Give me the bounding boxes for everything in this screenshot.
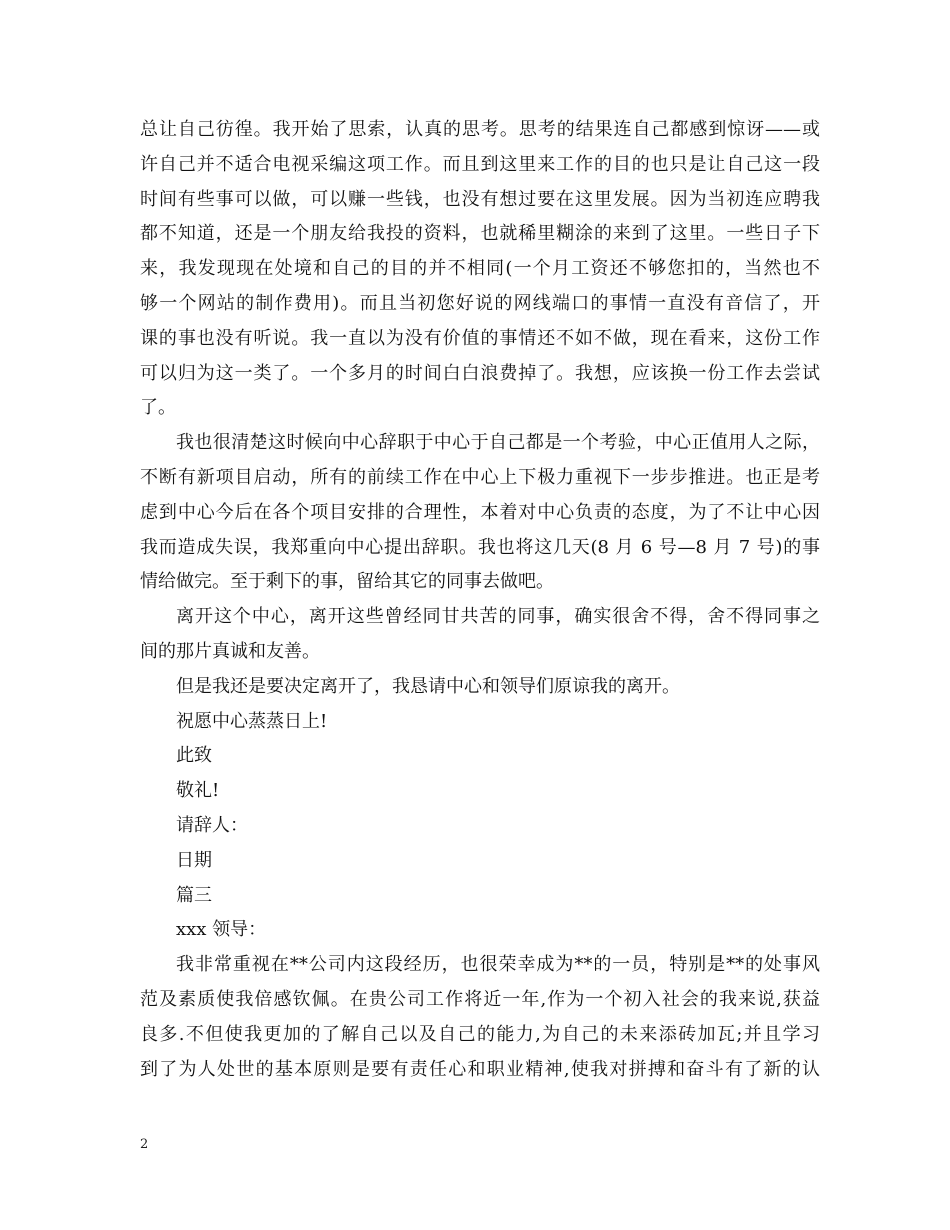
document-text-line: 离开这个中心，离开这些曾经同甘共苦的同事，确实很舍不得，舍不得同事之 — [176, 606, 820, 628]
document-text-line: 良多.不但使我更加的了解自己以及自己的能力,为自己的未来添砖加瓦;并且学习 — [140, 1023, 820, 1045]
document-text-line: 间的那片真诚和友善。 — [140, 640, 320, 662]
document-text-line: 都不知道，还是一个朋友给我投的资料，也就稀里糊涂的来到了这里。一些日子下 — [140, 223, 820, 245]
document-text-line: 时间有些事可以做，可以赚一些钱，也没有想过要在这里发展。因为当初连应聘我 — [140, 188, 820, 210]
document-body — [140, 113, 820, 1087]
document-text-line: 情给做完。至于剩下的事，留给其它的同事去做吧。 — [140, 571, 554, 593]
document-text-line: 敬礼! — [176, 780, 220, 802]
document-text-line: 我也很清楚这时候向中心辞职于中心于自己都是一个考验，中心正值用人之际， — [176, 432, 820, 454]
document-text-line: xxx 领导： — [176, 919, 267, 941]
document-text-line: 范及素质使我倍感钦佩。在贵公司工作将近一年,作为一个初入社会的我来说,获益 — [140, 988, 820, 1010]
document-text-line: 日期 — [176, 849, 212, 871]
document-text-line: 虑到中心今后在各个项目安排的合理性，本着对中心负责的态度，为了不让中心因 — [140, 501, 820, 523]
document-text-line: 我非常重视在**公司内这段经历，也很荣幸成为**的一员，特别是**的处事风 — [176, 954, 820, 976]
document-text-line: 可以归为这一类了。一个多月的时间白白浪费掉了。我想，应该换一份工作去尝试 — [140, 362, 820, 384]
document-text-line: 课的事也没有听说。我一直以为没有价值的事情还不如不做，现在看来，这份工作 — [140, 327, 820, 349]
document-text-line: 我而造成失误，我郑重向中心提出辞职。我也将这几天(8 月 6 号—8 月 7 号)的事 — [140, 536, 820, 558]
document-text-line: 不断有新项目启动，所有的前续工作在中心上下极力重视下一步步推进。也正是考 — [140, 466, 820, 488]
document-text-line: 来，我发现现在处境和自己的目的并不相同(一个月工资还不够您扣的，当然也不 — [140, 258, 820, 280]
document-text-line: 此致 — [176, 745, 212, 767]
document-text-line: 到了为人处世的基本原则是要有责任心和职业精神,使我对拼搏和奋斗有了新的认 — [140, 1058, 820, 1080]
document-text-line: 篇三 — [176, 884, 212, 906]
document-text-line: 了。 — [140, 397, 176, 419]
page-number: 2 — [140, 1137, 149, 1152]
document-text-line: 许自己并不适合电视采编这项工作。而且到这里来工作的目的也只是让自己这一段 — [140, 153, 820, 175]
document-text-line: 祝愿中心蒸蒸日上! — [176, 710, 328, 732]
document-text-line: 总让自己彷徨。我开始了思索，认真的思考。思考的结果连自己都感到惊讶——或 — [140, 119, 820, 140]
document-text-line: 够一个网站的制作费用)。而且当初您好说的网线端口的事情一直没有音信了，开 — [140, 292, 820, 314]
document-text-line: 但是我还是要决定离开了，我恳请中心和领导们原谅我的离开。 — [176, 675, 680, 697]
document-text-line: 请辞人： — [176, 814, 248, 836]
